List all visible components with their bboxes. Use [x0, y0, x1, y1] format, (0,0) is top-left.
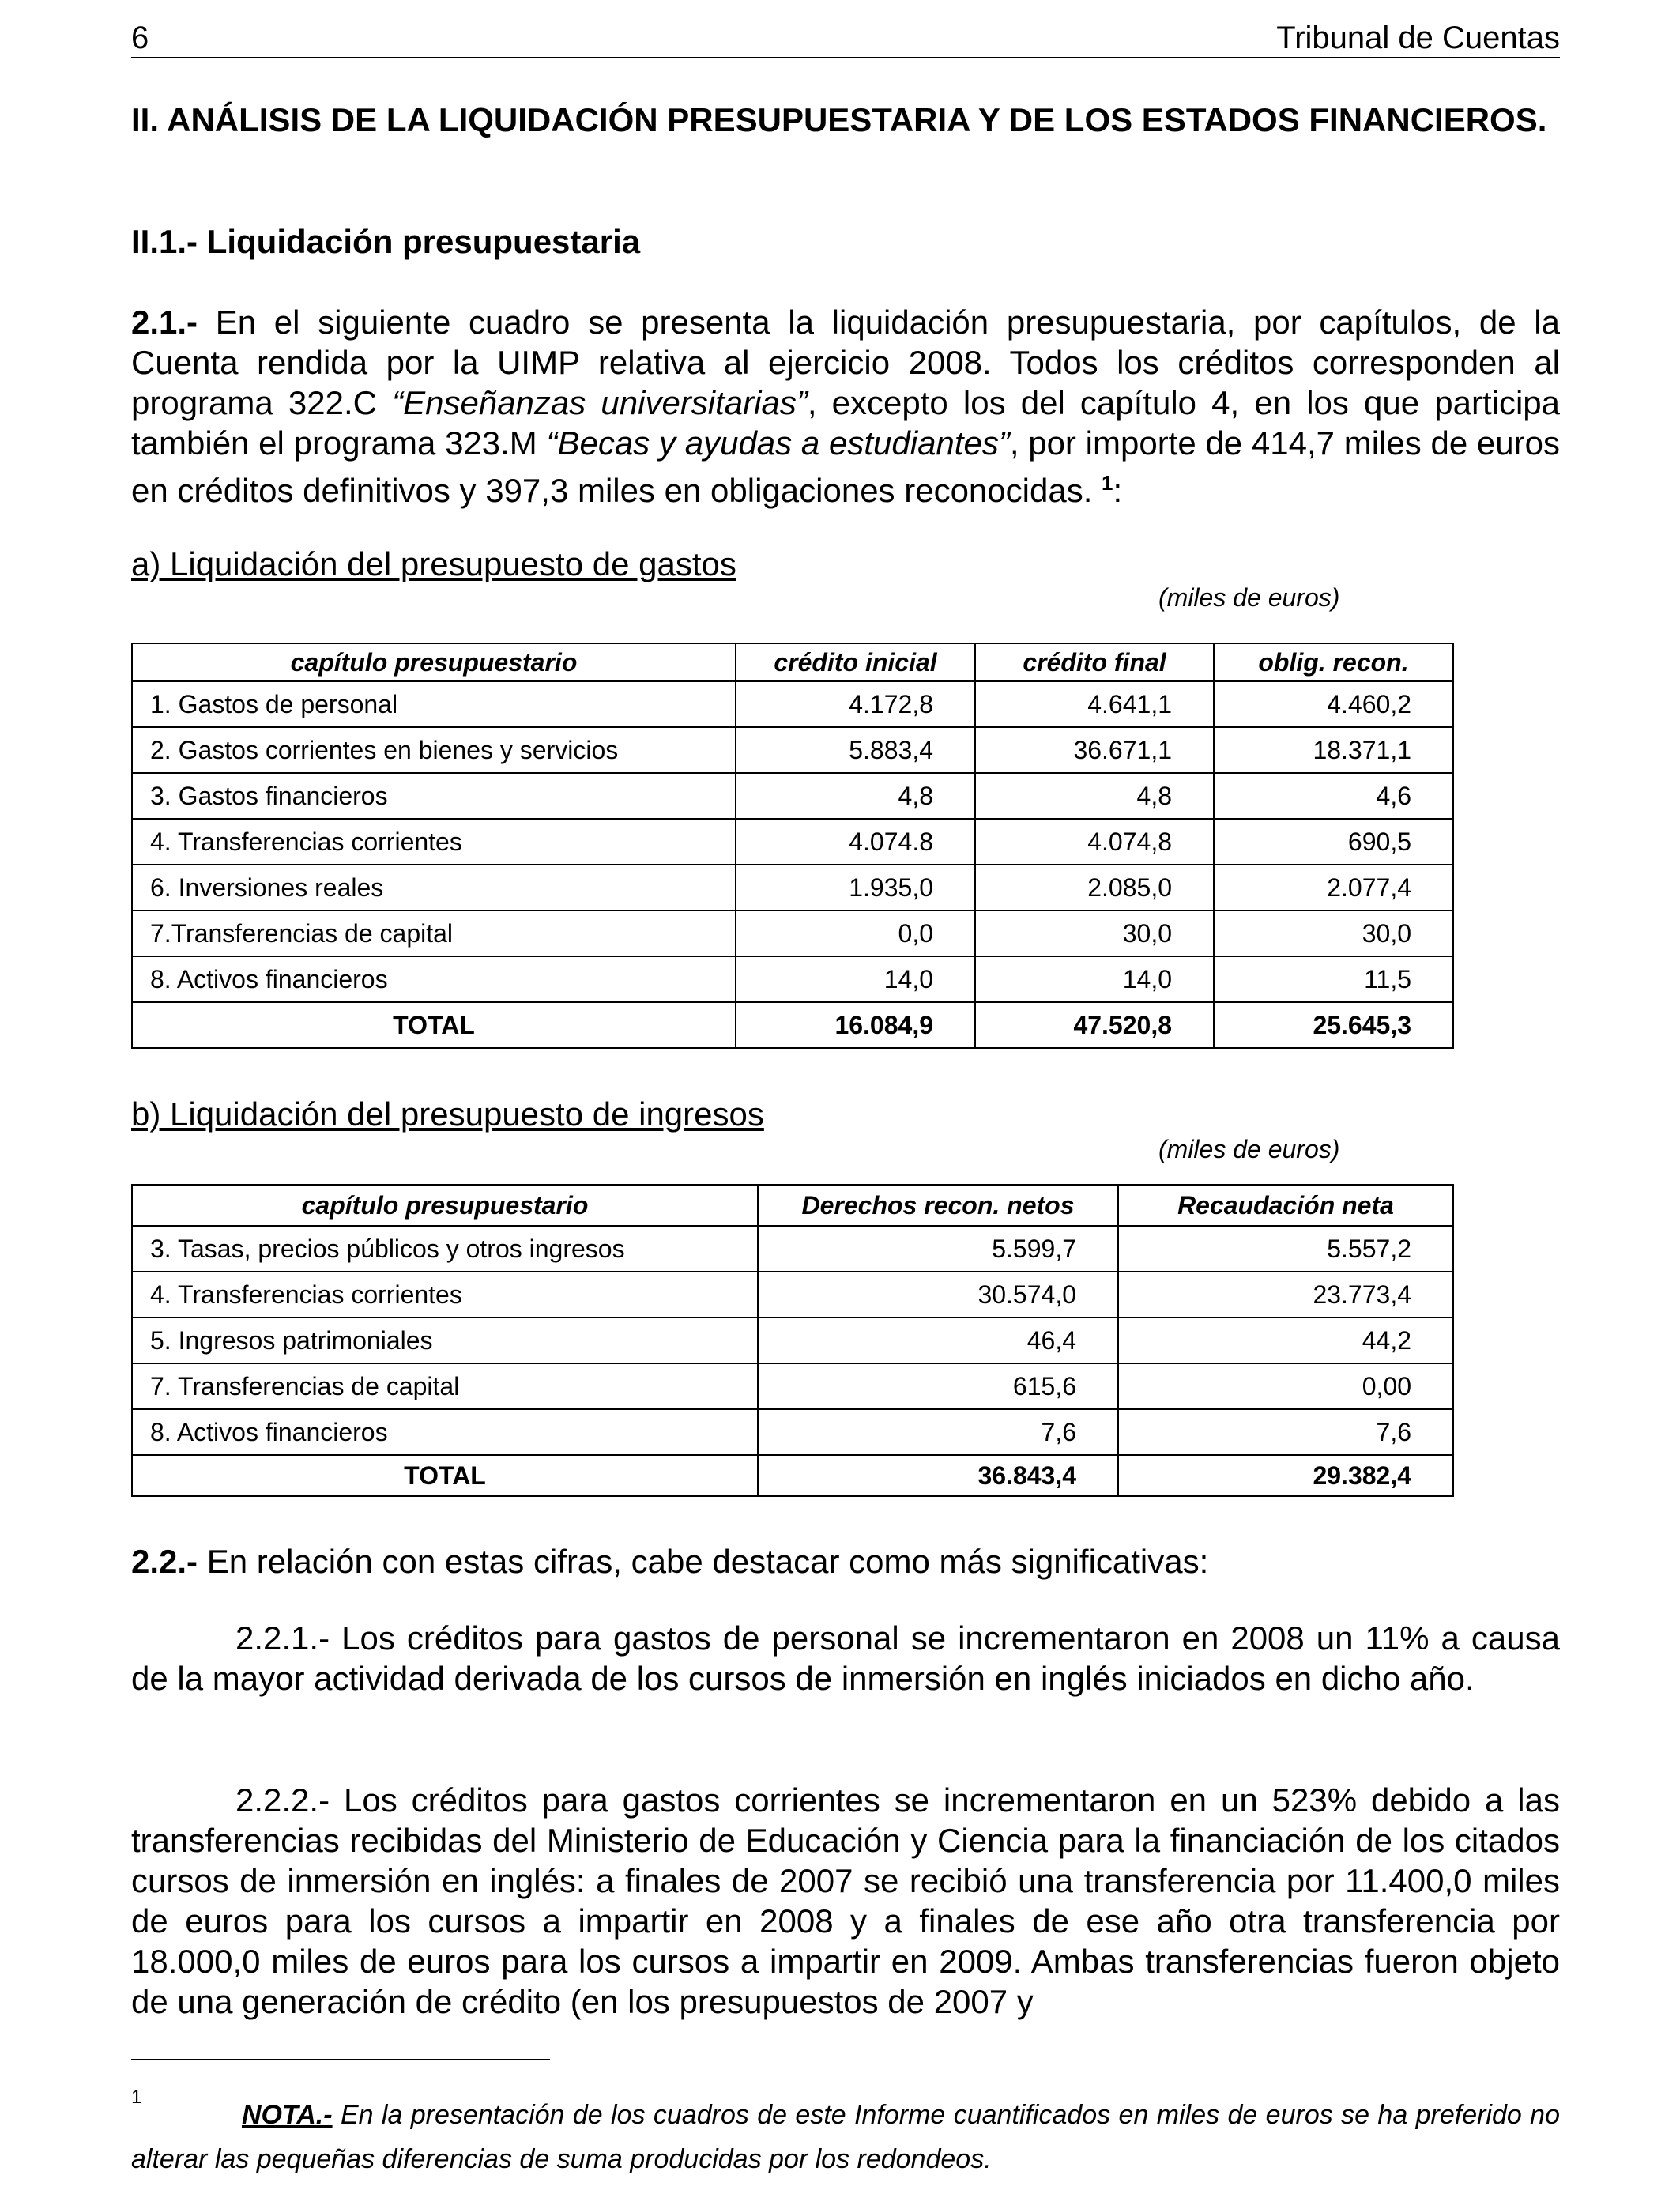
table-header-row: [132, 643, 1453, 681]
value-cell: 4.172,8: [736, 681, 975, 727]
total-label-cell: TOTAL: [132, 1455, 758, 1496]
total-value-cell: 47.520,8: [975, 1002, 1214, 1048]
footnote-divider: [131, 2059, 550, 2060]
page-number: 6: [131, 21, 149, 55]
row-label-cell: 7.Transferencias de capital: [132, 910, 736, 956]
value-cell: 11,5: [1214, 956, 1453, 1002]
paragraph-2-1: [131, 302, 1560, 511]
row-label-cell: 2. Gastos corrientes en bienes y servicios: [132, 727, 736, 773]
footnote-label: NOTA.-: [242, 2100, 333, 2130]
value-cell: 5.557,2: [1118, 1226, 1453, 1272]
column-header: capítulo presupuestario: [132, 1185, 758, 1226]
value-cell: 4.074,8: [975, 819, 1214, 865]
column-header: crédito final: [975, 643, 1214, 681]
total-value-cell: 16.084,9: [736, 1002, 975, 1048]
value-cell: 4,6: [1214, 773, 1453, 819]
row-label-cell: 3. Tasas, precios públicos y otros ingresos: [132, 1226, 758, 1272]
table-row: [132, 1226, 1453, 1272]
section-title: II. ANÁLISIS DE LA LIQUIDACIÓN PRESUPUESTARIA Y DE LOS ESTADOS FINANCIEROS.: [131, 101, 1547, 138]
value-cell: 46,4: [758, 1318, 1118, 1363]
paragraph-2-2: [131, 1541, 1560, 1581]
ingresos-table: [131, 1184, 1454, 1497]
value-cell: 7,6: [758, 1409, 1118, 1455]
paragraph-text: , por importe de 414,7 miles de euros en créditos definitivos y 397,3 miles en obligaciones reconocidas.: [131, 424, 1560, 509]
row-label-cell: 8. Activos financieros: [132, 956, 736, 1002]
table-header-row: [132, 1185, 1453, 1226]
table-row: [132, 727, 1453, 773]
table-row: [132, 1272, 1453, 1318]
paragraph-text: En relación con estas cifras, cabe destacar como más significativas:: [198, 1543, 1209, 1580]
total-value-cell: 29.382,4: [1118, 1455, 1453, 1496]
value-cell: 23.773,4: [1118, 1272, 1453, 1318]
total-row: [132, 1002, 1453, 1048]
paragraph-text: :: [1113, 472, 1123, 509]
value-cell: 1.935,0: [736, 865, 975, 910]
value-cell: 30.574,0: [758, 1272, 1118, 1318]
footnote-mark: 1: [131, 2087, 142, 2108]
value-cell: 0,0: [736, 910, 975, 956]
table-row: [132, 865, 1453, 910]
value-cell: 4,8: [736, 773, 975, 819]
ingresos-units: (miles de euros): [1158, 1135, 1340, 1163]
total-value-cell: 36.843,4: [758, 1455, 1118, 1496]
value-cell: 14,0: [736, 956, 975, 1002]
column-header: Derechos recon. netos: [758, 1185, 1118, 1226]
value-cell: 0,00: [1118, 1363, 1453, 1409]
paragraph-2-2-1: 2.2.1.- Los créditos para gastos de personal se incrementaron en 2008 un 11% a causa de la mayor actividad derivada de los cursos de inmersión en inglés iniciados en dicho año.: [131, 1619, 1560, 1697]
row-label-cell: 4. Transferencias corrientes: [132, 819, 736, 865]
column-header: oblig. recon.: [1214, 643, 1453, 681]
column-header: crédito inicial: [736, 643, 975, 681]
total-label-cell: TOTAL: [132, 1002, 736, 1048]
value-cell: 44,2: [1118, 1318, 1453, 1363]
program-name: “Becas y ayudas a estudiantes”: [546, 424, 1010, 462]
paragraph-text: En el siguiente cuadro se presenta la liquidación presupuestaria, por capítulos, de la Cuenta rendida por la UIMP relativa al ejercicio 2008. Todos los créditos corresponden al programa 322.C: [131, 303, 1560, 421]
table-row: [132, 1409, 1453, 1455]
value-cell: 4,8: [975, 773, 1214, 819]
value-cell: 14,0: [975, 956, 1214, 1002]
value-cell: 615,6: [758, 1363, 1118, 1409]
value-cell: 2.085,0: [975, 865, 1214, 910]
page-header: [131, 16, 1560, 58]
value-cell: 4.460,2: [1214, 681, 1453, 727]
value-cell: 30,0: [1214, 910, 1453, 956]
table-row: [132, 819, 1453, 865]
gastos-title: a) Liquidación del presupuesto de gastos: [131, 545, 736, 582]
paragraph-2-2-2: 2.2.2.- Los créditos para gastos corrientes se incrementaron en un 523% debido a las transferencias recibidas del Ministerio de Educación y Ciencia para la financiación de los citados cursos de inmersión en inglés: a finales de 2007 se recibió una transferencia por 11.400,0 miles de euros para los cursos a impartir en 2008 y a finales de ese año otra transferencia por 18.000,0 miles de euros para los cursos a impartir en 2009. Ambas transferencias fueron objeto de una generación de crédito (en los presupuestos de 2007 y: [131, 1781, 1560, 2020]
total-value-cell: 25.645,3: [1214, 1002, 1453, 1048]
row-label-cell: 6. Inversiones reales: [132, 865, 736, 910]
column-header: Recaudación neta: [1118, 1185, 1453, 1226]
value-cell: 30,0: [975, 910, 1214, 956]
table-row: [132, 910, 1453, 956]
gastos-table: [131, 643, 1454, 1049]
subsection-title: II.1.- Liquidación presupuestaria: [131, 223, 641, 260]
value-cell: 690,5: [1214, 819, 1453, 865]
row-label-cell: 7. Transferencias de capital: [132, 1363, 758, 1409]
gastos-units: (miles de euros): [1158, 583, 1340, 612]
value-cell: 5.883,4: [736, 727, 975, 773]
table-row: [132, 681, 1453, 727]
footnote: [131, 2093, 1560, 2181]
footnote-ref: 1: [1102, 471, 1113, 495]
table-row: [132, 1318, 1453, 1363]
row-label-cell: 4. Transferencias corrientes: [132, 1272, 758, 1318]
program-name: “Enseñanzas universitarias”: [392, 384, 808, 421]
row-label-cell: 8. Activos financieros: [132, 1409, 758, 1455]
paragraph-text: , excepto los del capítulo 4, en los que participa también el programa 323.M: [131, 384, 1561, 462]
row-label-cell: 3. Gastos financieros: [132, 773, 736, 819]
value-cell: 4.074.8: [736, 819, 975, 865]
paragraph-number: 2.2.-: [131, 1543, 198, 1580]
footnote-text: En la presentación de los cuadros de este Informe cuantificados en miles de euros se ha preferido no alterar las pequeñas diferencias de suma producidas por los redondeos.: [131, 2100, 1560, 2174]
ingresos-title: b) Liquidación del presupuesto de ingresos: [131, 1095, 764, 1133]
table-row: [132, 956, 1453, 1002]
total-row: [132, 1455, 1453, 1496]
table-row: [132, 1363, 1453, 1409]
header-title: Tribunal de Cuentas: [1276, 21, 1560, 55]
value-cell: 5.599,7: [758, 1226, 1118, 1272]
table-row: [132, 773, 1453, 819]
row-label-cell: 5. Ingresos patrimoniales: [132, 1318, 758, 1363]
column-header: capítulo presupuestario: [132, 643, 736, 681]
value-cell: 18.371,1: [1214, 727, 1453, 773]
value-cell: 36.671,1: [975, 727, 1214, 773]
row-label-cell: 1. Gastos de personal: [132, 681, 736, 727]
value-cell: 7,6: [1118, 1409, 1453, 1455]
paragraph-number: 2.1.-: [131, 303, 198, 341]
value-cell: 4.641,1: [975, 681, 1214, 727]
value-cell: 2.077,4: [1214, 865, 1453, 910]
